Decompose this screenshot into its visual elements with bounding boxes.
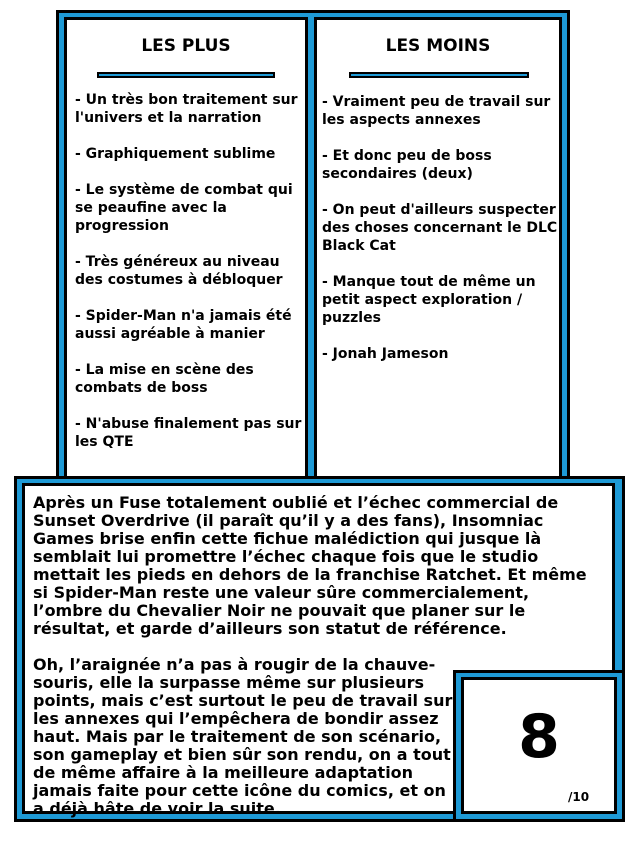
list-item: - On peut d'ailleurs suspecter des choses concernant le DLC Black Cat bbox=[322, 202, 558, 254]
pros-title-rule bbox=[97, 72, 275, 78]
score-box bbox=[461, 677, 617, 814]
cons-column bbox=[314, 17, 562, 482]
score-max: /10 bbox=[568, 790, 590, 804]
score-value: 8 bbox=[518, 702, 560, 772]
list-item: - Jonah Jameson bbox=[322, 346, 449, 362]
list-item: - Le système de combat qui se peaufine avec la progression bbox=[75, 182, 293, 234]
pros-list bbox=[75, 91, 307, 469]
list-item: - Un très bon traitement sur l'univers et la narration bbox=[75, 92, 298, 126]
list-item: - Manque tout de même un petit aspect exploration / puzzles bbox=[322, 274, 536, 326]
list-item: - La mise en scène des combats de boss bbox=[75, 362, 254, 396]
list-item: - Et donc peu de boss secondaires (deux) bbox=[322, 148, 492, 182]
list-item: - Graphiquement sublime bbox=[75, 146, 276, 162]
pros-title: LES PLUS bbox=[141, 36, 231, 56]
cons-title-rule bbox=[349, 72, 529, 78]
review-paragraph: Oh, l’araignée n’a pas à rougir de la chauve-souris, elle la surpasse même sur plusieurs points, mais c’est surtout le peu de travail sur les annexes qui l’empêchera de bondir assez haut. Mais par le traitement de son scénario, son gameplay et bien sûr son rendu, on a tout de même affaire à la meilleure adaptation jamais faite pour cette icône du comics, et on a déjà hâte de voir la suite. bbox=[33, 655, 453, 818]
list-item: - Très généreux au niveau des costumes à débloquer bbox=[75, 254, 283, 288]
cons-title: LES MOINS bbox=[385, 36, 491, 56]
list-item: - Spider-Man n'a jamais été aussi agréable à manier bbox=[75, 308, 292, 342]
cons-list bbox=[322, 93, 558, 381]
pros-column bbox=[64, 17, 308, 482]
list-item: - N'abuse finalement pas sur les QTE bbox=[75, 416, 302, 450]
list-item: - Vraiment peu de travail sur les aspects annexes bbox=[322, 94, 551, 128]
review-paragraph: Après un Fuse totalement oublié et l’échec commercial de Sunset Overdrive (il paraît qu’il y a des fans), Insomniac Games brise enfin cette fichue malédiction qui jusque là semblait lui promettre l’échec chaque fois que le studio mettait les pieds en dehors de la franchise Ratchet. Et même si Spider-Man reste une valeur sûre commercialement, l’ombre du Chevalier Noir ne pouvait que planer sur le résultat, et garde d’ailleurs son statut de référence. bbox=[33, 493, 587, 638]
